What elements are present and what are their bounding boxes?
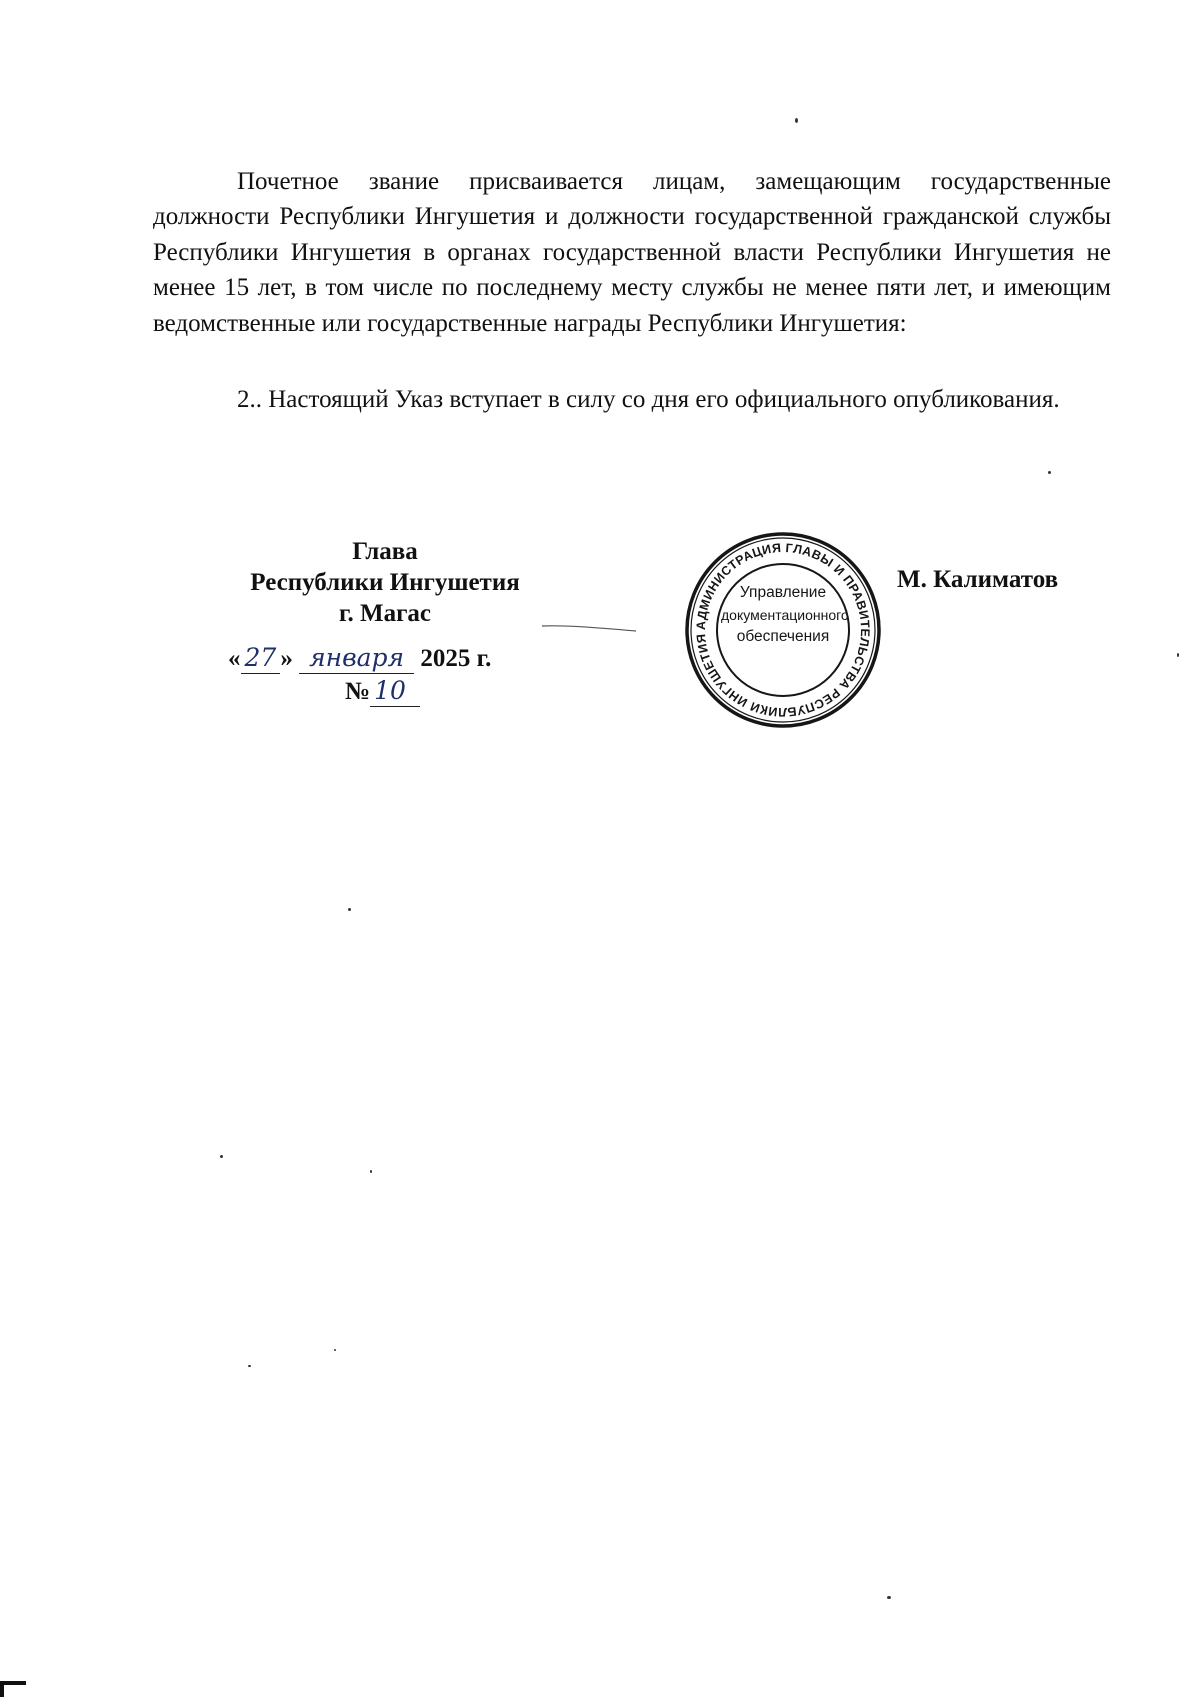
stamp-line-1: Управление [739, 584, 827, 601]
scan-speck [220, 1155, 223, 1158]
signatory-title-block [220, 536, 550, 629]
date-line [228, 643, 491, 674]
date-close-quote: » [280, 645, 293, 672]
stamp-line-2: документационного [721, 607, 849, 623]
scan-speck [334, 1349, 336, 1351]
official-stamp [683, 530, 883, 730]
body-paragraph-1: Почетное звание присваивается лицам, замещающим государственные должности Республики Ингушетия и должности государственной гражданской службы Республики Ингушетия в органах государственной власти Республики Ингушетия не менее 15 лет, в том числе по последнему месту службы не менее пяти лет, и имеющим ведомственные или государственные награды Республики Ингушетия: [153, 168, 1111, 337]
date-day-handwritten: 27 [244, 643, 277, 672]
scan-speck [887, 1596, 891, 1599]
scan-speck [795, 118, 798, 123]
signatory-name: М. Калиматов [897, 566, 1059, 593]
place-line: г. Магас [338, 600, 432, 627]
title-line-republic: Республики Ингушетия [250, 569, 520, 596]
stamp-center-text [721, 582, 849, 648]
number-label: № [345, 678, 371, 705]
signature-stroke [540, 620, 640, 640]
stamp-line-3: обеспечения [736, 628, 830, 645]
date-month-handwritten: января [309, 643, 405, 672]
date-open-quote: « [228, 645, 241, 672]
title-line-glava: Глава [352, 538, 418, 565]
scan-speck [1177, 653, 1179, 657]
number-line [345, 676, 420, 707]
scan-speck [1048, 471, 1051, 474]
scan-speck [248, 1365, 251, 1367]
scan-speck [348, 908, 351, 911]
body-paragraph-2: 2.. Настоящий Указ вступает в силу со дня его официального опубликования. [237, 386, 1060, 413]
stamp-ring-text: АДМИНИСТРАЦИЯ ГЛАВЫ И ПРАВИТЕЛЬСТВА РЕСПУБЛИКИ ИНГУШЕТИЯ [693, 540, 873, 720]
scan-speck [370, 1170, 372, 1173]
scan-corner-mark [0, 1681, 26, 1697]
number-value-handwritten: 10 [374, 676, 406, 705]
date-year: 2025 г. [420, 645, 492, 672]
